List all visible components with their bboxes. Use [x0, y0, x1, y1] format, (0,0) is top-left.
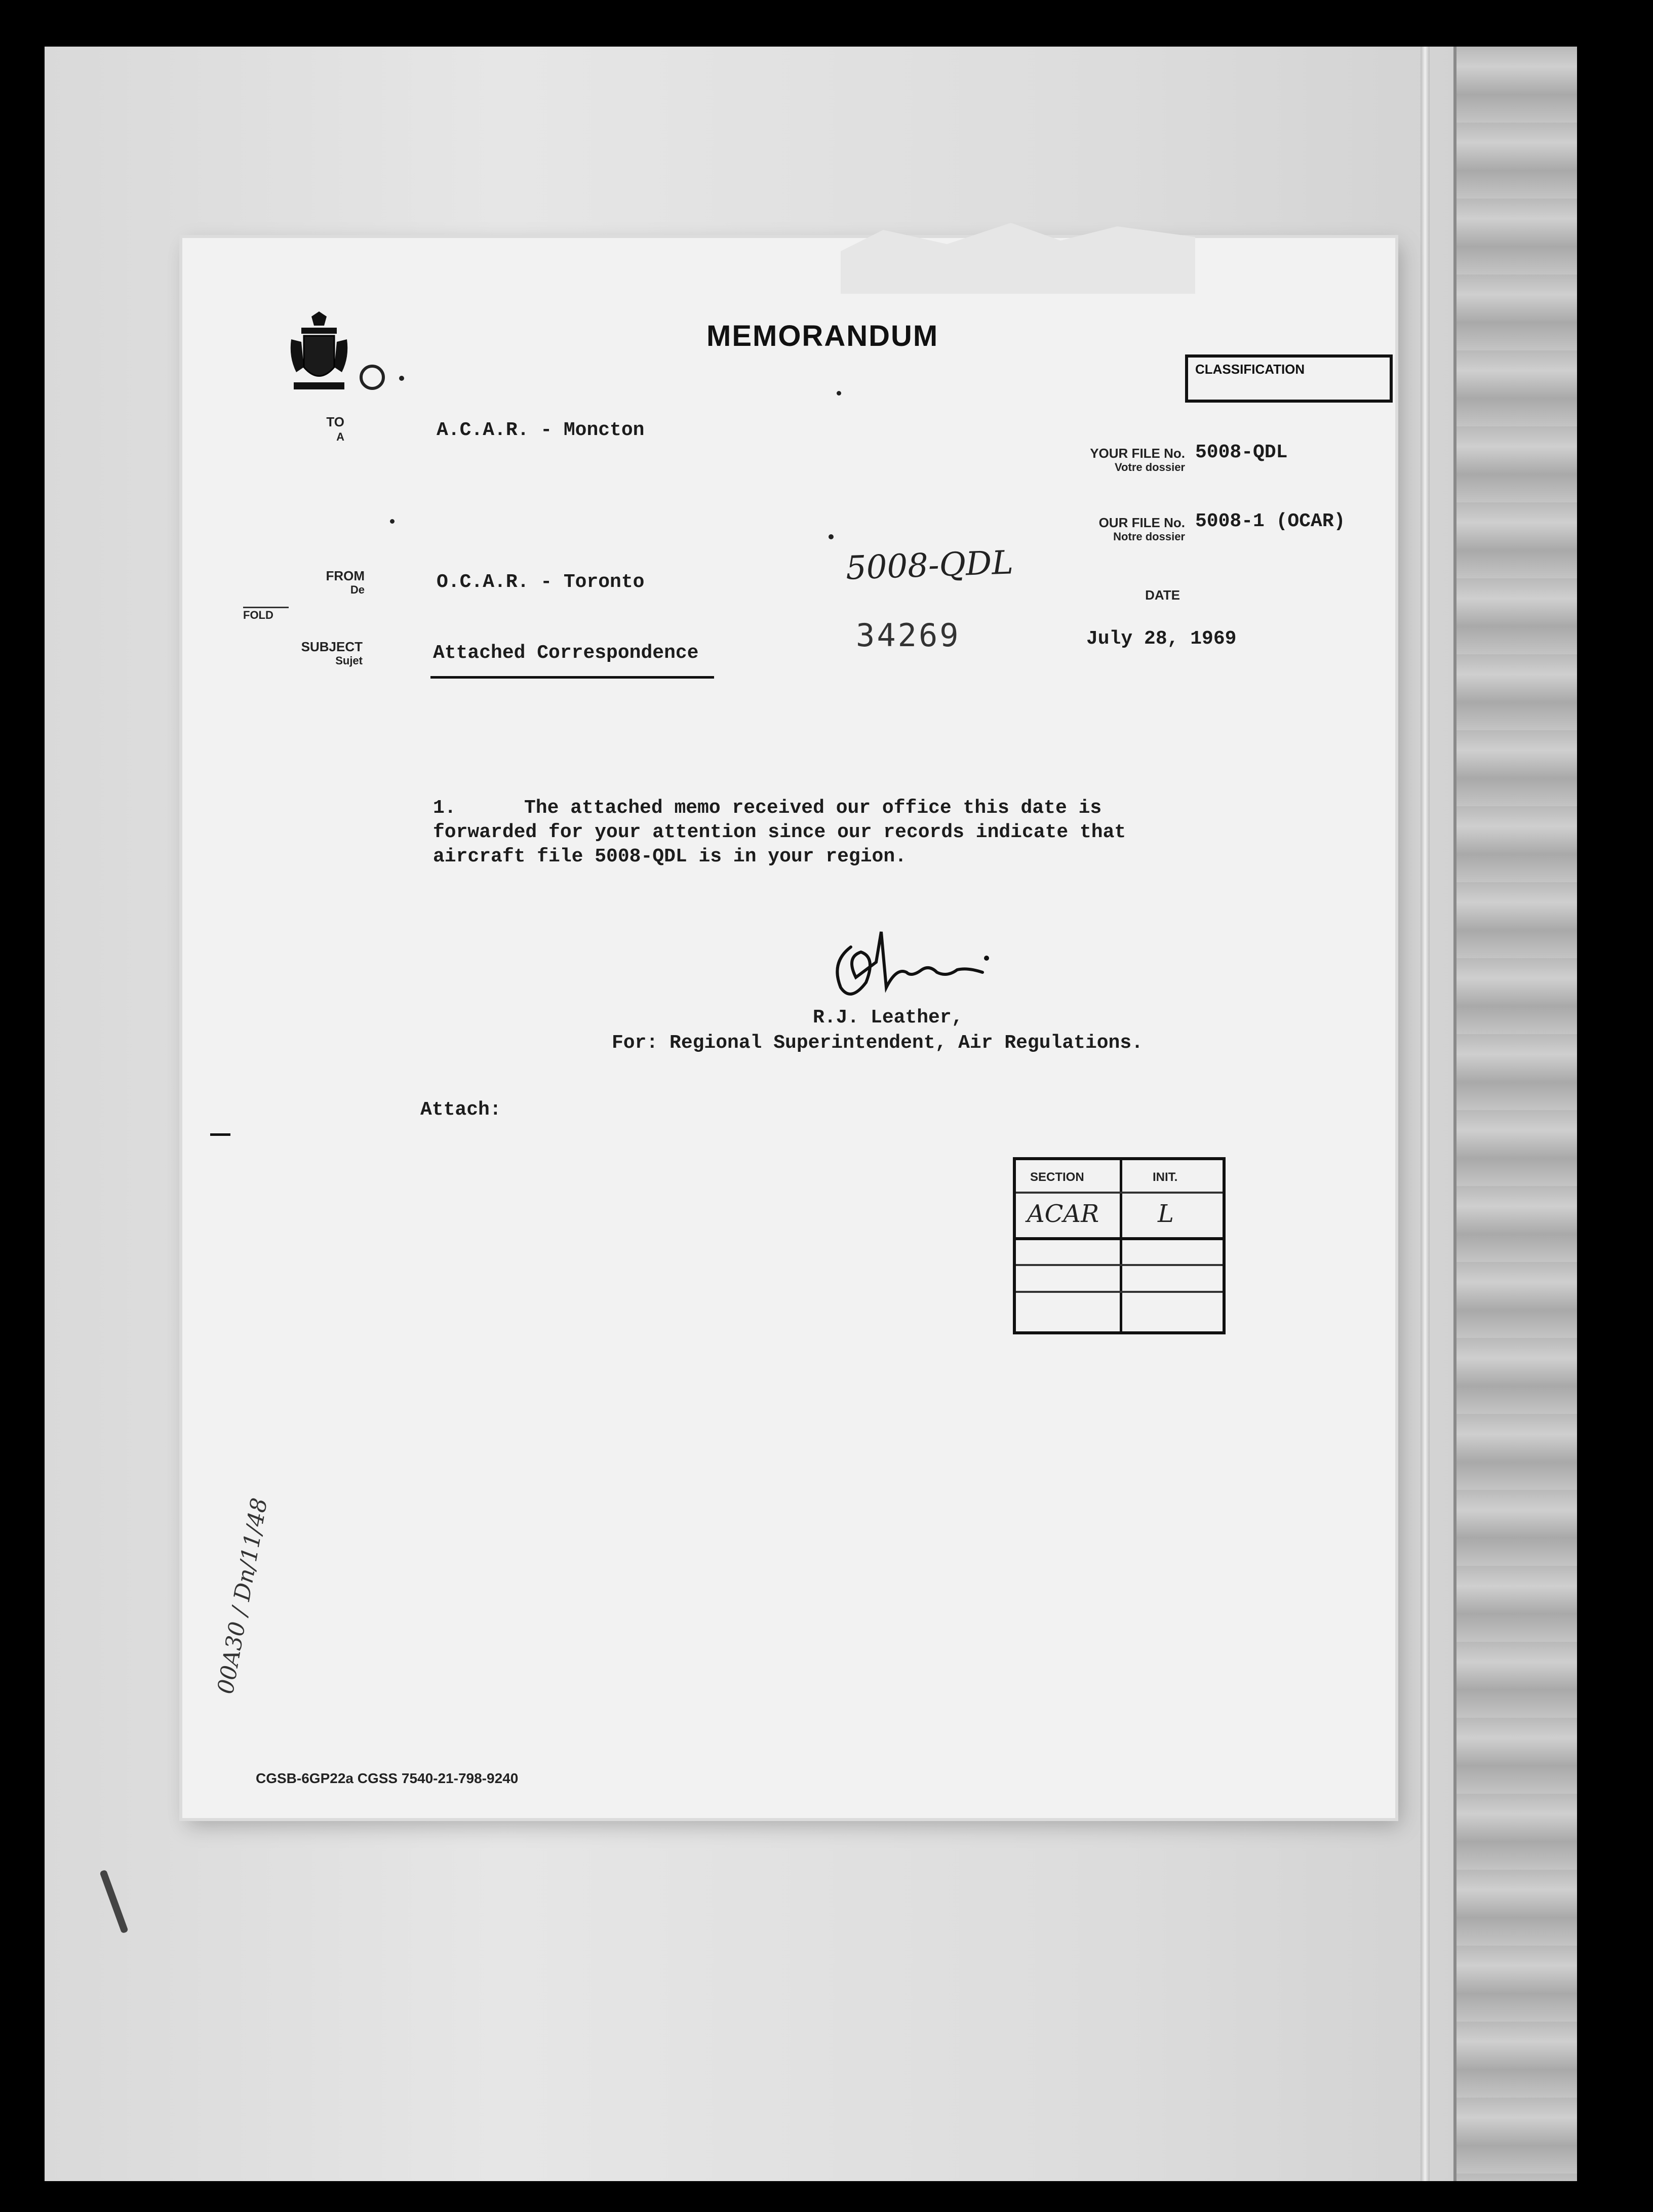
- speck: [390, 519, 395, 524]
- coat-of-arms-icon: [281, 311, 357, 403]
- subject-label-fr: Sujet: [335, 654, 363, 667]
- from-label: FROM: [326, 568, 365, 583]
- section-header: SECTION: [1030, 1170, 1084, 1184]
- init-cell: L: [1158, 1200, 1174, 1228]
- our-file-label: OUR FILE No.: [1098, 515, 1185, 530]
- speck: [837, 391, 841, 396]
- signer-name: R.J. Leather,: [813, 1007, 963, 1029]
- speck: [829, 534, 834, 539]
- form-code: CGSB-6GP22a CGSS 7540-21-798-9240: [256, 1770, 519, 1786]
- body-line-1: The attached memo received our office this date is: [524, 797, 1102, 819]
- stamp-number: 34269: [856, 617, 961, 654]
- table-row-line: [1016, 1264, 1223, 1266]
- to-label-fr: A: [336, 430, 344, 443]
- speck: [399, 376, 404, 381]
- subject-label: SUBJECT: [301, 639, 363, 654]
- fold-tick: [243, 607, 289, 608]
- fold-label: FOLD: [243, 609, 273, 621]
- margin-note: 00A30 / Dn/11/48: [213, 1496, 273, 1696]
- punch-hole-icon: [357, 362, 387, 392]
- routing-table: [1013, 1157, 1226, 1334]
- body-line-2: forwarded for your attention since our records indicate that: [433, 821, 1126, 843]
- table-divider: [1120, 1160, 1122, 1331]
- your-file-label: YOUR FILE No.: [1090, 446, 1185, 461]
- table-row-line: [1016, 1192, 1223, 1194]
- date-value: July 28, 1969: [1086, 628, 1237, 650]
- folder-crease: [1421, 47, 1430, 2181]
- signer-title: For: Regional Superintendent, Air Regulations.: [612, 1032, 1143, 1054]
- to-value: A.C.A.R. - Moncton: [437, 419, 645, 441]
- table-row-line: [1016, 1237, 1223, 1240]
- fold-mark: [210, 1133, 230, 1136]
- classification-box: [1185, 354, 1393, 403]
- body-line-3: aircraft file 5008-QDL is in your region.: [433, 846, 907, 867]
- para-number: 1.: [433, 797, 456, 819]
- your-file-value: 5008-QDL: [1195, 442, 1288, 463]
- init-header: INIT.: [1153, 1170, 1178, 1184]
- our-file-label-fr: Notre dossier: [1113, 530, 1185, 543]
- from-label-fr: De: [350, 583, 365, 596]
- date-label: DATE: [1145, 587, 1180, 603]
- classification-label: CLASSIFICATION: [1195, 362, 1305, 377]
- folder-spine: [1453, 47, 1577, 2181]
- memo-page: [182, 238, 1395, 1818]
- torn-corner: [841, 223, 1195, 294]
- from-value: O.C.A.R. - Toronto: [437, 571, 645, 593]
- signature-scribble: [820, 927, 993, 1008]
- memo-title: MEMORANDUM: [706, 320, 939, 352]
- your-file-label-fr: Votre dossier: [1115, 461, 1185, 473]
- to-label: TO: [326, 414, 344, 429]
- table-row-line: [1016, 1291, 1223, 1293]
- our-file-value: 5008-1 (OCAR): [1195, 510, 1346, 532]
- subject-value: Attached Correspondence: [433, 642, 699, 664]
- subject-underline: [430, 676, 714, 679]
- handwritten-file-number: 5008-QDL: [845, 544, 1014, 587]
- section-cell: ACAR: [1027, 1200, 1099, 1228]
- attach-label: Attach:: [420, 1099, 501, 1121]
